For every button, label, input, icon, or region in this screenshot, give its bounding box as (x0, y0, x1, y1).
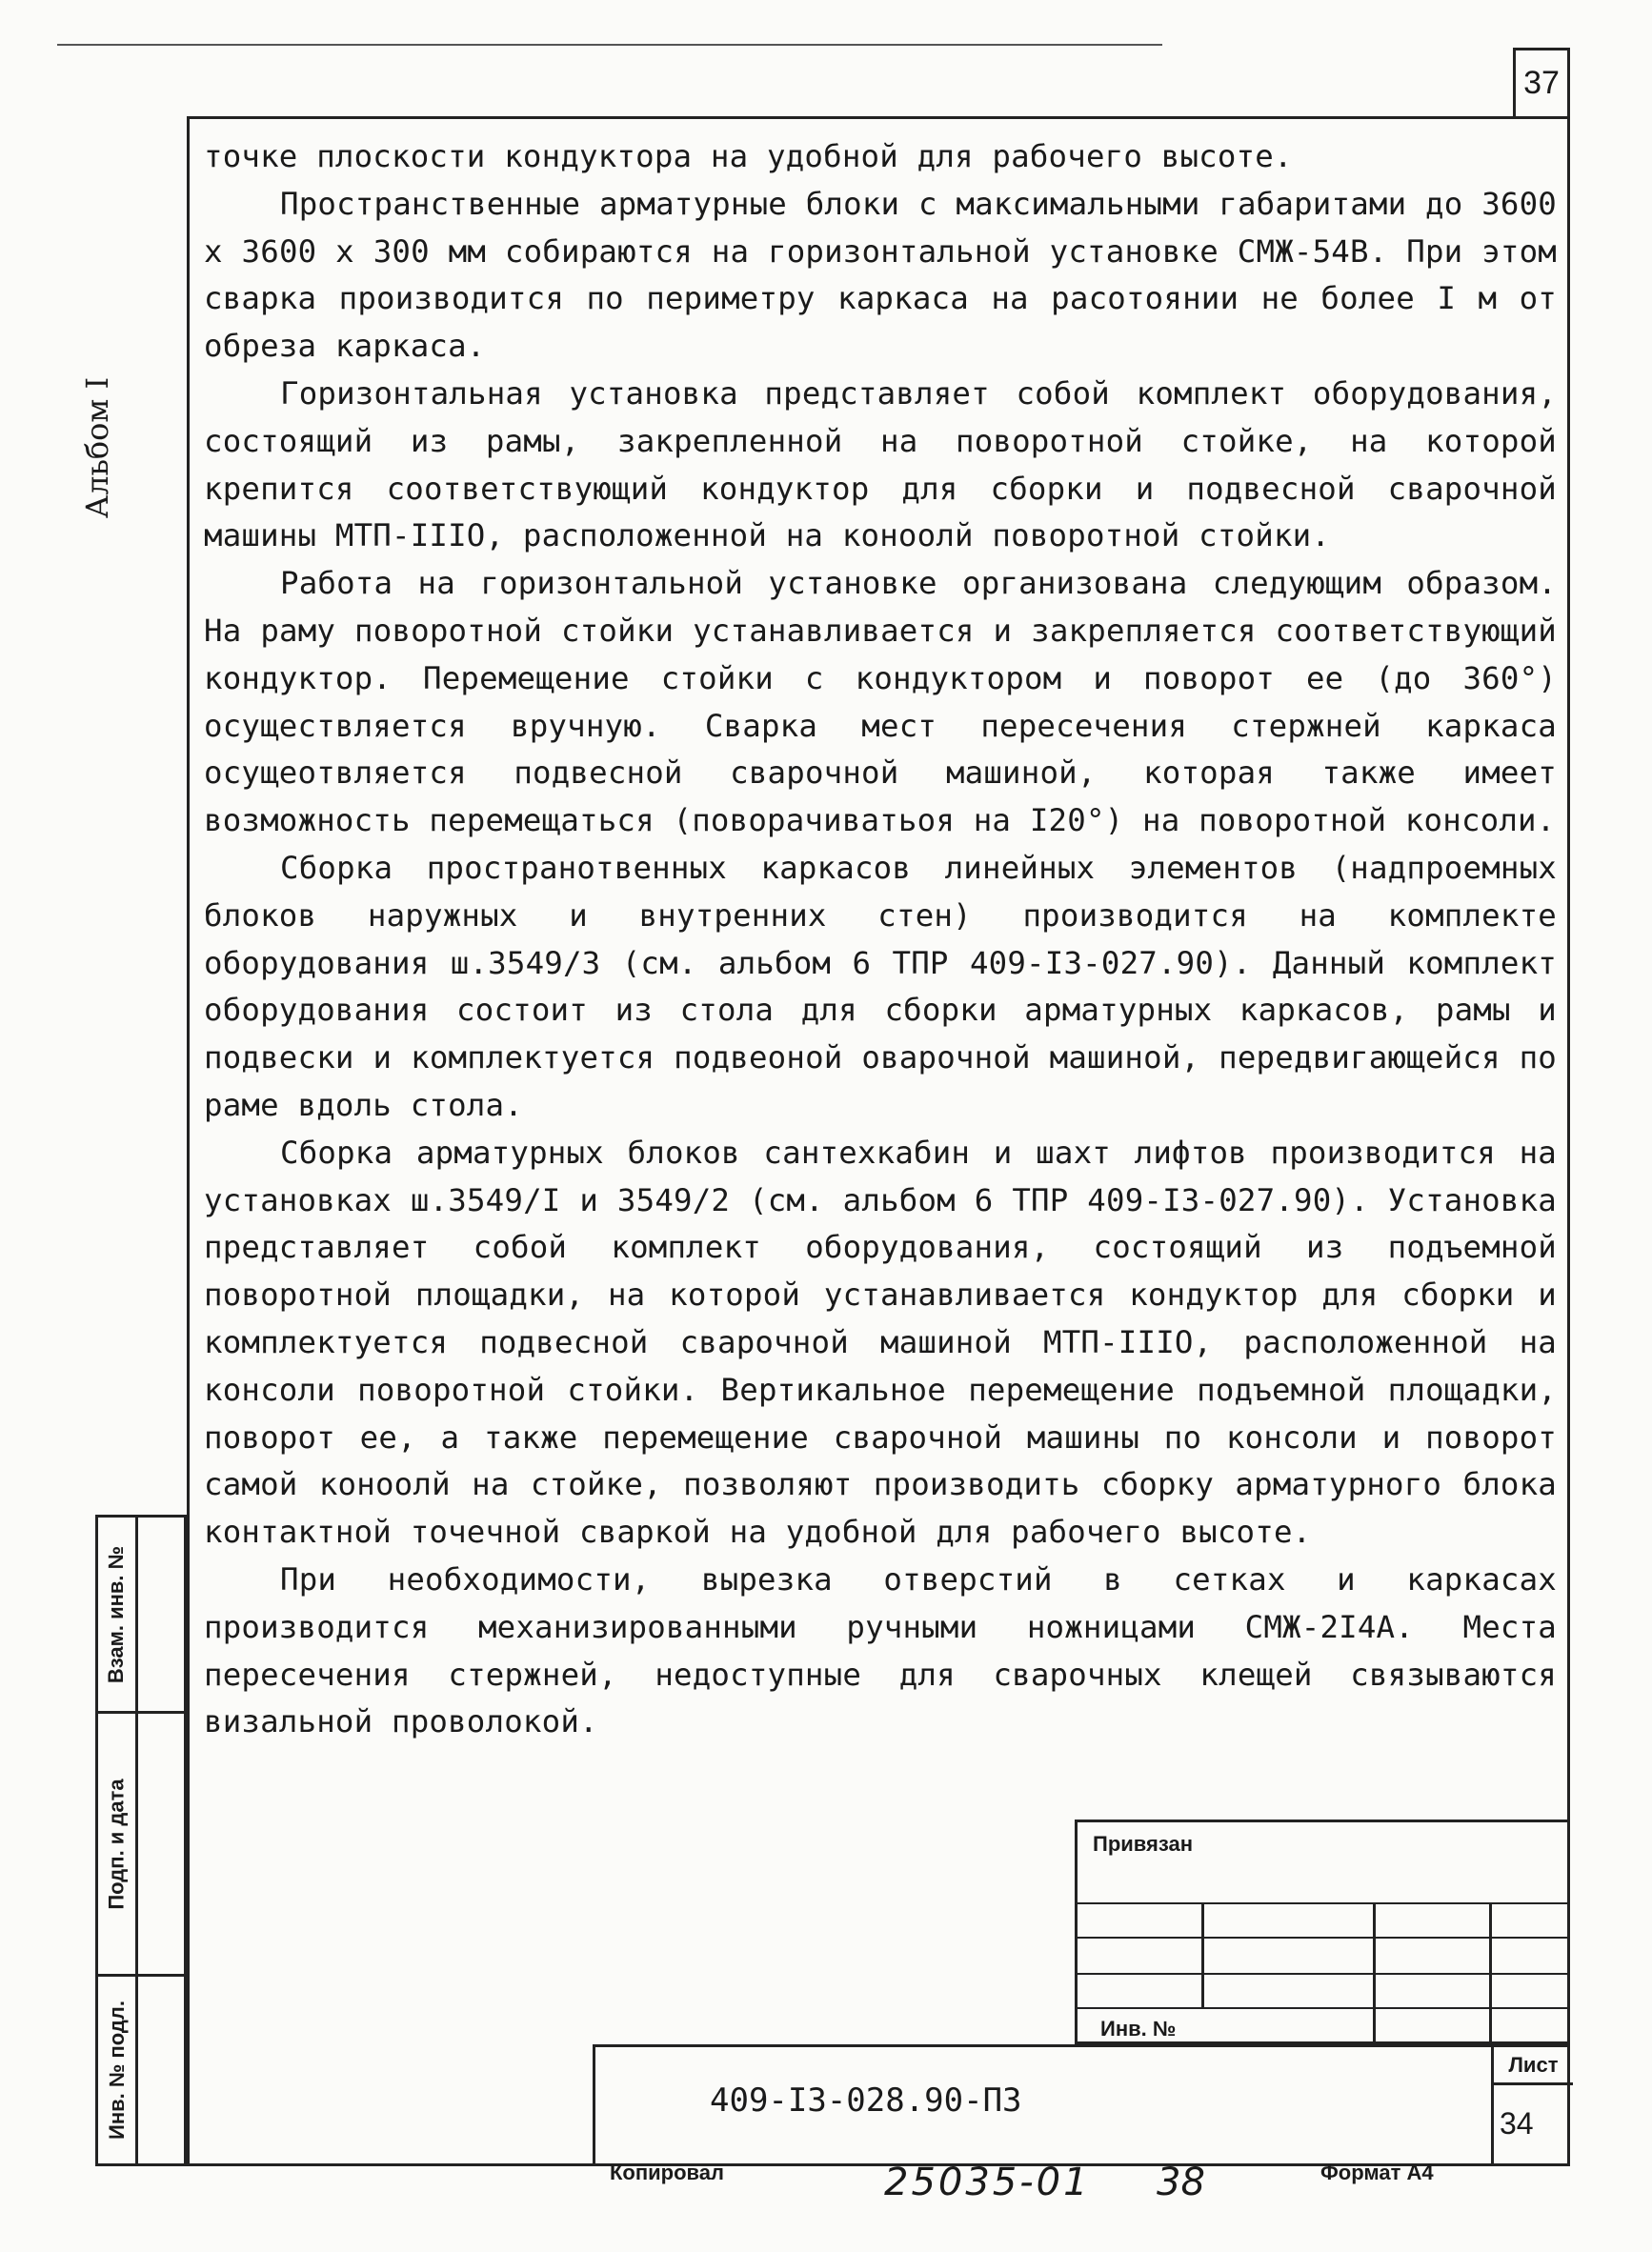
paragraph-2: Пространственные арматурные блоки с максимальными габаритами до 3600 х 3600 х 300 мм собираются на горизонтальной установке СМЖ-54В. При этом сварка производится по периметру каркаса на расотоянии не более I м от обреза каркаса. (204, 185, 1557, 365)
paragraph-5: Сборка пространотвенных каркасов линейных элементов (надпроемных блоков наружных и внутренних стен) производится на комплекте оборудования ш.3549/3 (см. альбом 6 ТПР 409-I3-027.90). Данный комплект оборудования состоит из стола для сборки арматурных каркасов, рамы и подвески и комплектуется подвеоной оварочной машиной, передвигающейся по раме вдоль стола. (204, 849, 1557, 1123)
paragraph-7: При необходимости, вырезка отверстий в сетках и каркасах производится механизированными ручными ножницами СМЖ-2I4А. Места пересечения стержней, недоступные для сварочных клещей связываются визальной проволокой. (204, 1560, 1557, 1740)
margin-label-original: Инв. № подл. (104, 2001, 129, 2140)
attached-block (1075, 1820, 1570, 2044)
sheet-label: Лист (1494, 2047, 1573, 2085)
sheet-number: 34 (1500, 2105, 1534, 2141)
format-label: Формат А4 (1320, 2161, 1434, 2184)
sheet-column (1491, 2047, 1573, 2166)
attached-label: Привязан (1093, 1832, 1194, 1856)
paragraph-3: Горизонтальная установка представляет собой комплект оборудования, состоящий из рамы, закрепленной на поворотной стойке, на которой крепится соответствующий кондуктор для сборки и подвесной сварочной машины МТП-IIIО, расположенной на коноолй поворотной стойки. (204, 374, 1557, 554)
margin-label-replacement: Взам. инв. № (104, 1545, 129, 1683)
margin-cell-signature (98, 1714, 184, 1977)
handwritten-number: 25035-01 (884, 2161, 1091, 2204)
margin-cell-original (98, 1977, 184, 2163)
margin-stamp (95, 1515, 187, 2166)
handwritten-page: 38 (1157, 2161, 1205, 2204)
document-code: 409-I3-028.90-ПЗ (710, 2081, 1022, 2120)
inv-label: Инв. № (1100, 2017, 1177, 2041)
page-number: 37 (1513, 48, 1570, 116)
paragraph-6: Сборка арматурных блоков сантехкабин и шахт лифтов производится на установках ш.3549/I и 3549/2 (см. альбом 6 ТПР 409-I3-027.90). Установка представляет собой комплект оборудования, состоящий из подъемной поворотной площадки, на которой устанавливается кондуктор для сборки и комплектуется подвесной сварочной машиной МТП-IIIО, расположенной на консоли поворотной стойки. Вертикальное перемещение подъемной площадки, поворот ее, а также перемещение сварочной машины по консоли и поворот самой коноолй на стойке, позволяют производить сборку арматурного блока контактной точечной сваркой на удобной для рабочего высоте. (204, 1134, 1557, 1551)
paragraph-1: точке плоскости кондуктора на удобной для рабочего высоте. (204, 138, 1293, 174)
copied-label: Копировал (610, 2161, 725, 2184)
top-rule (57, 44, 1162, 46)
document-body (204, 133, 1557, 1746)
title-stamp (593, 2044, 1570, 2166)
margin-cell-replacement (98, 1518, 184, 1714)
album-label: Альбом I (79, 376, 115, 519)
margin-label-signature: Подп. и дата (104, 1778, 129, 1910)
paragraph-4: Работа на горизонтальной установке организована следующим образом. На раму поворотной стойки устанавливается и закрепляется соответствующий кондуктор. Перемещение стойки с кондуктором и поворот ее (до 360°) осуществляется вручную. Сварка мест пересечения стержней каркаса осущеотвляется подвесной сварочной машиной, которая также имеет возможность перемещаться (поворачиватьоя на I20°) на поворотной консоли. (204, 565, 1557, 839)
